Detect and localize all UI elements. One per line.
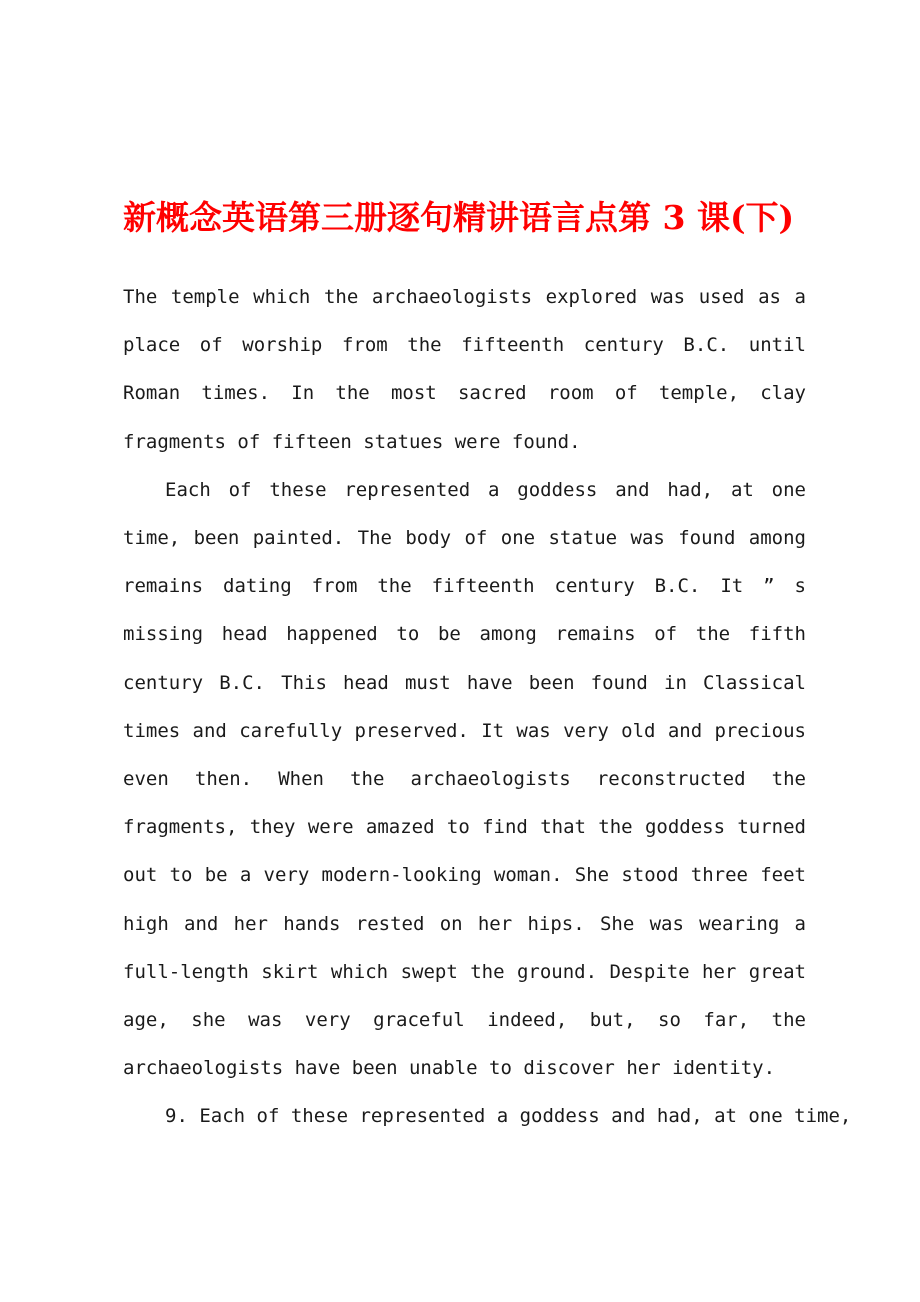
paragraph-numbered-sentence: 9. Each of these represented a goddess and had, at one time, xyxy=(165,1105,852,1128)
paragraph-main: Each of these represented a goddess and had, at one time, been painted. The body of one statue was found among remains dating from the fifteenth century B.C. It ” s missing head happened to be among remains of the fifth century B.C. This head must have been found in Classical times and carefully preserved. It was very old and precious even then. When the archaeologists reconstructed the fragments, they were amazed to find that the goddess turned out to be a very modern-looking woman. She stood three feet high and her hands rested on her hips. She was wearing a full-length skirt which swept the ground. Despite her great age, she was very graceful indeed, but, so far, the archaeologists have been unable to discover her identity. xyxy=(123,478,806,1080)
document-title: 新概念英语第三册逐句精讲语言点第 3 课(下) xyxy=(123,198,795,237)
paragraph-intro: The temple which the archaeologists explored was used as a place of worship from the fifteenth century B.C. until Roman times. In the most sacred room of temple, clay fragments of fifteen statues were found. xyxy=(123,286,806,453)
document-body xyxy=(123,273,852,1141)
